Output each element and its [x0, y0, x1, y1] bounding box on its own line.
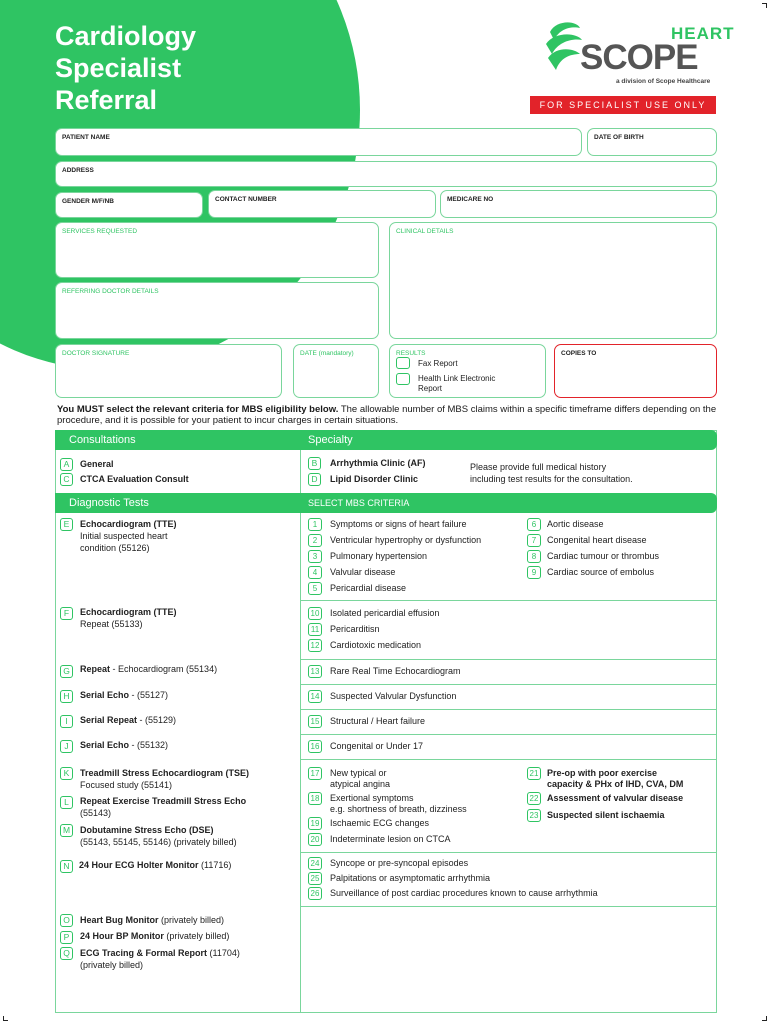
option-l-checkbox[interactable]: L [60, 796, 73, 809]
criteria-8-label: Cardiac tumour or thrombus [547, 551, 660, 561]
criteria-10-checkbox[interactable]: 10 [308, 607, 322, 620]
services-requested-label: SERVICES REQUESTED [62, 228, 138, 235]
option-q-label: ECG Tracing & Formal Report (11704) (privately billed) [80, 948, 240, 970]
logo-heart-text: HEART [671, 24, 735, 43]
option-i-label: Serial Repeat - (55129) [80, 715, 177, 725]
criteria-12-checkbox[interactable]: 12 [308, 639, 322, 652]
option-h-label: Serial Echo - (55127) [80, 690, 169, 700]
doctor-signature-label: DOCTOR SIGNATURE [62, 350, 130, 357]
option-p-label: 24 Hour BP Monitor (privately billed) [80, 931, 230, 941]
option-g-checkbox[interactable]: G [60, 665, 73, 678]
option-b-checkbox[interactable]: B [308, 457, 321, 470]
criteria-16-checkbox[interactable]: 16 [308, 740, 322, 753]
gender-label: GENDER M/F/NB [62, 198, 114, 205]
date-label: DATE (mandatory) [300, 350, 354, 357]
criteria-13-checkbox[interactable]: 13 [308, 665, 322, 678]
option-n-checkbox[interactable]: N [60, 860, 73, 873]
option-m-label: Dobutamine Stress Echo (DSE) (55143, 55145, 55146) (privately billed) [80, 825, 237, 847]
option-i-checkbox[interactable]: I [60, 715, 73, 728]
fax-report-label: Fax Report [418, 359, 458, 368]
criteria-22-checkbox[interactable]: 22 [527, 792, 541, 805]
criteria-11-label: Pericarditisn [330, 624, 380, 634]
criteria-18-label: Exertional symptoms e.g. shortness of breath, dizziness [330, 793, 467, 814]
criteria-3-checkbox[interactable]: 3 [308, 550, 322, 563]
criteria-8-checkbox[interactable]: 8 [527, 550, 541, 563]
select-mbs-bar: SELECT MBS CRITERIA [300, 493, 717, 513]
consultations-bar: Consultations [55, 430, 300, 450]
criteria-19-label: Ischaemic ECG changes [330, 818, 430, 828]
criteria-6-label: Aortic disease [547, 519, 604, 529]
criteria-15-label: Structural / Heart failure [330, 716, 426, 726]
criteria-9-label: Cardiac source of embolus [547, 567, 655, 577]
criteria-3-label: Pulmonary hypertension [330, 551, 428, 561]
criteria-5-label: Pericardial disease [330, 583, 407, 593]
criteria-14-checkbox[interactable]: 14 [308, 690, 322, 703]
criteria-17-checkbox[interactable]: 17 [308, 767, 322, 780]
criteria-13-label: Rare Real Time Echocardiogram [330, 666, 461, 676]
specialty-bar: Specialty [300, 430, 717, 450]
criteria-4-label: Valvular disease [330, 567, 396, 577]
criteria-20-label: Indeterminate lesion on CTCA [330, 834, 451, 844]
logo-subtitle: a division of Scope Healthcare [616, 78, 711, 85]
criteria-24-checkbox[interactable]: 24 [308, 857, 322, 870]
criteria-14-label: Suspected Valvular Dysfunction [330, 691, 457, 701]
logo-scope-text: SCOPE [580, 38, 698, 77]
criteria-2-checkbox[interactable]: 2 [308, 534, 322, 547]
criteria-2-label: Ventricular hypertrophy or dysfunction [330, 535, 482, 545]
option-o-checkbox[interactable]: O [60, 914, 73, 927]
criteria-19-checkbox[interactable]: 19 [308, 817, 322, 830]
option-f-label: Echocardiogram (TTE) Repeat (55133) [80, 607, 177, 629]
criteria-6-checkbox[interactable]: 6 [527, 518, 541, 531]
criteria-24-label: Syncope or pre-syncopal episodes [330, 858, 469, 868]
criteria-11-checkbox[interactable]: 11 [308, 623, 322, 636]
option-j-checkbox[interactable]: J [60, 740, 73, 753]
criteria-1-label: Symptoms or signs of heart failure [330, 519, 467, 529]
patient-name-label: PATIENT NAME [62, 134, 110, 141]
criteria-10-label: Isolated pericardial effusion [330, 608, 440, 618]
results-label: RESULTS [396, 350, 426, 357]
option-p-checkbox[interactable]: P [60, 931, 73, 944]
option-g-label: Repeat - Echocardiogram (55134) [80, 664, 218, 674]
option-a-label: General [80, 459, 114, 469]
referring-doctor-label: REFERRING DOCTOR DETAILS [62, 288, 159, 295]
option-e-checkbox[interactable]: E [60, 518, 73, 531]
option-q-checkbox[interactable]: Q [60, 947, 73, 960]
criteria-25-label: Palpitations or asymptomatic arrhythmia [330, 873, 491, 883]
for-specialist-banner: FOR SPECIALIST USE ONLY [530, 96, 716, 114]
option-f-checkbox[interactable]: F [60, 607, 73, 620]
criteria-7-checkbox[interactable]: 7 [527, 534, 541, 547]
criteria-23-checkbox[interactable]: 23 [527, 809, 541, 822]
option-d-label: Lipid Disorder Clinic [330, 474, 419, 484]
criteria-26-checkbox[interactable]: 26 [308, 887, 322, 900]
page-title: Cardiology Specialist Referral [55, 21, 197, 115]
criteria-26-label: Surveillance of post cardiac procedures known to cause arrhythmia [330, 888, 598, 898]
option-o-label: Heart Bug Monitor (privately billed) [80, 915, 225, 925]
option-k-label: Treadmill Stress Echocardiogram (TSE) Focused study (55141) [80, 768, 250, 790]
option-c-label: CTCA Evaluation Consult [80, 474, 189, 484]
criteria-21-checkbox[interactable]: 21 [527, 767, 541, 780]
criteria-20-checkbox[interactable]: 20 [308, 833, 322, 846]
criteria-25-checkbox[interactable]: 25 [308, 872, 322, 885]
address-label: ADDRESS [62, 167, 94, 174]
copies-to-label: COPIES TO [561, 350, 597, 357]
criteria-22-label: Assessment of valvular disease [547, 793, 684, 803]
history-note: Please provide full medical history including test results for the consultation. [470, 462, 633, 484]
option-j-label: Serial Echo - (55132) [80, 740, 169, 750]
date-of-birth-label: DATE OF BIRTH [594, 134, 644, 141]
criteria-15-checkbox[interactable]: 15 [308, 715, 322, 728]
option-n-label: 24 Hour ECG Holter Monitor (11716) [79, 860, 232, 870]
criteria-9-checkbox[interactable]: 9 [527, 566, 541, 579]
criteria-5-checkbox[interactable]: 5 [308, 582, 322, 595]
option-a-checkbox[interactable]: A [60, 458, 73, 471]
criteria-12-label: Cardiotoxic medication [330, 640, 422, 650]
health-link-label: Health Link Electronic Report [418, 374, 496, 393]
criteria-18-checkbox[interactable]: 18 [308, 792, 322, 805]
criteria-7-label: Congenital heart disease [547, 535, 647, 545]
option-c-checkbox[interactable]: C [60, 473, 73, 486]
clinical-details-label: CLINICAL DETAILS [396, 228, 454, 235]
diagnostic-tests-bar: Diagnostic Tests [55, 493, 300, 513]
criteria-16-label: Congenital or Under 17 [330, 741, 424, 751]
option-m-checkbox[interactable]: M [60, 824, 73, 837]
option-l-label: Repeat Exercise Treadmill Stress Echo (55143) [80, 796, 247, 818]
option-e-label: Echocardiogram (TTE) Initial suspected heart condition (55126) [80, 519, 177, 553]
contact-number-label: CONTACT NUMBER [215, 196, 277, 203]
criteria-4-checkbox[interactable]: 4 [308, 566, 322, 579]
criteria-17-label: New typical or atypical angina [330, 768, 391, 789]
criteria-23-label: Suspected silent ischaemia [547, 810, 665, 820]
criteria-1-checkbox[interactable]: 1 [308, 518, 322, 531]
option-k-checkbox[interactable]: K [60, 767, 73, 780]
criteria-21-label: Pre-op with poor exercise capacity & PHx of IHD, CVA, DM [547, 768, 684, 789]
option-h-checkbox[interactable]: H [60, 690, 73, 703]
option-b-label: Arrhythmia Clinic (AF) [330, 458, 426, 468]
medicare-no-label: MEDICARE NO [447, 196, 494, 203]
option-d-checkbox[interactable]: D [308, 473, 321, 486]
mbs-note: You MUST select the relevant criteria for MBS eligibility below. The allowable number of MBS claims within a specific timeframe differs depending on the procedure, and it is possible for your patient to incur charges in certain situations. [57, 404, 717, 426]
